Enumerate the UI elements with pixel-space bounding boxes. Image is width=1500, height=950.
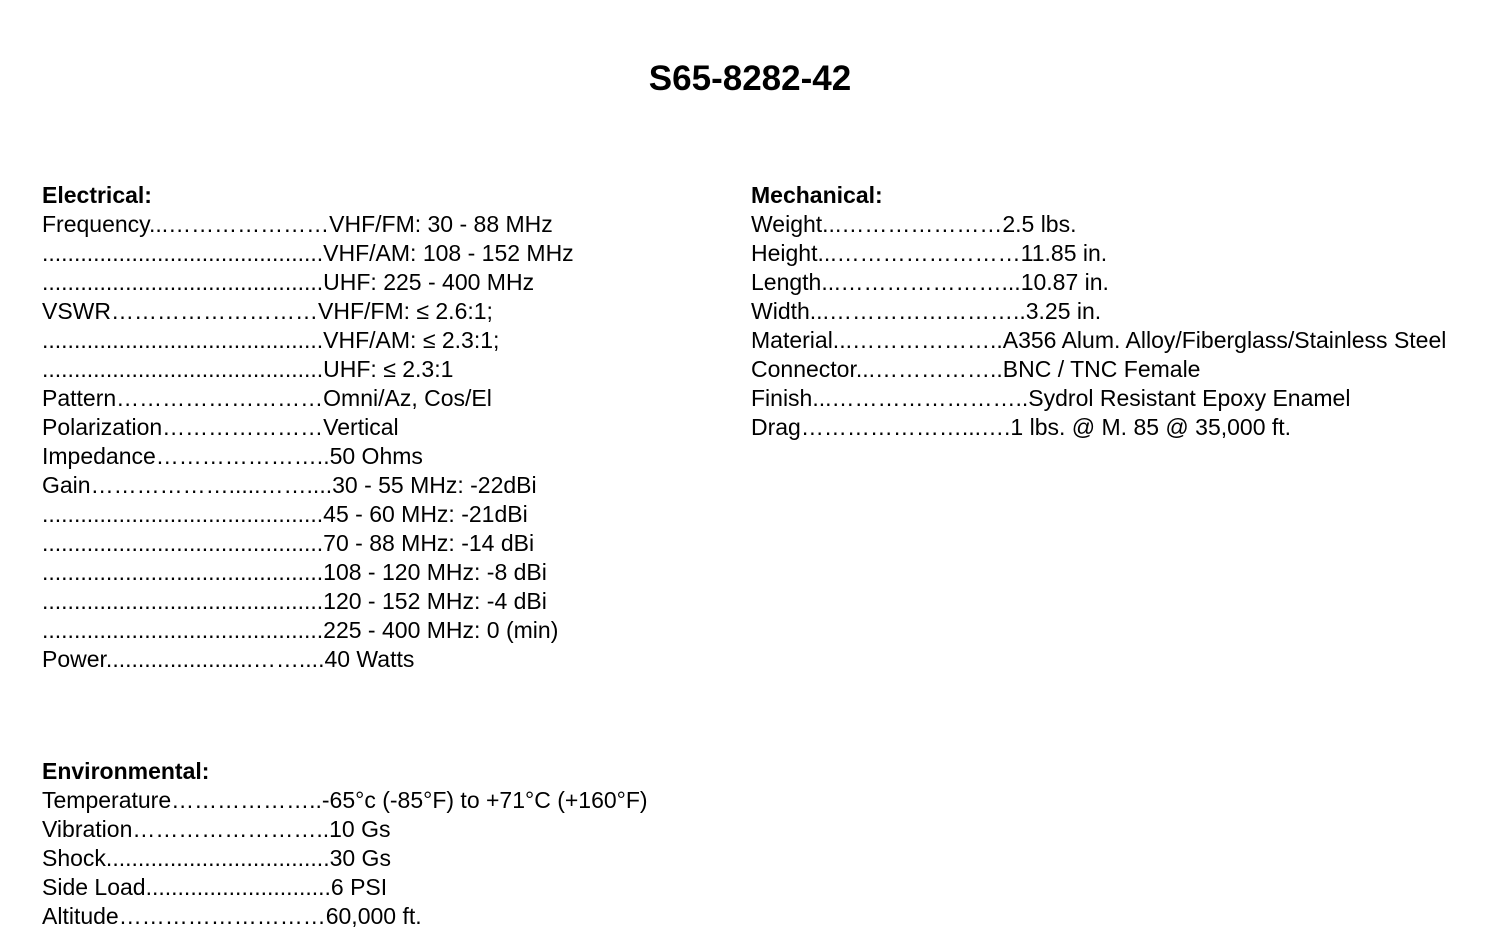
- spec-line: Altitude………………………60,000 ft.: [42, 903, 422, 929]
- spec-line: Material...………………..A356 Alum. Alloy/Fiberglass/Stainless Steel: [751, 327, 1447, 353]
- environmental-heading: Environmental:: [42, 758, 210, 784]
- spec-line: Finish...……………………..Sydrol Resistant Epoxy Enamel: [751, 385, 1351, 411]
- spec-line: Gain……………….....……....30 - 55 MHz: -22dBi: [42, 472, 537, 498]
- spec-line: ............................................120 - 152 MHz: -4 dBi: [42, 588, 547, 614]
- spec-line: Height...……………………11.85 in.: [751, 240, 1108, 266]
- spec-line: ............................................225 - 400 MHz: 0 (min): [42, 617, 559, 643]
- spec-line: Length...…………………...10.87 in.: [751, 269, 1109, 295]
- spec-line: Side Load.............................6 PSI: [42, 874, 388, 900]
- document-title: S65-8282-42: [648, 59, 852, 98]
- spec-line: Vibration……………………..10 Gs: [42, 816, 391, 842]
- spec-line: ............................................45 - 60 MHz: -21dBi: [42, 501, 528, 527]
- spec-line: Connector...……………..BNC / TNC Female: [751, 356, 1201, 382]
- spec-line: VSWR………………………VHF/FM: ≤ 2.6:1;: [42, 298, 493, 324]
- spec-line: Polarization…………………Vertical: [42, 414, 399, 440]
- spec-line: ............................................108 - 120 MHz: -8 dBi: [42, 559, 547, 585]
- environmental-section: [42, 757, 648, 931]
- spec-line: Frequency...…………………VHF/FM: 30 - 88 MHz: [42, 211, 553, 237]
- electrical-section: [42, 181, 574, 674]
- spec-line: ............................................UHF: 225 - 400 MHz: [42, 269, 535, 295]
- spec-line: ............................................UHF: ≤ 2.3:1: [42, 356, 454, 382]
- spec-line: Width...……………………..3.25 in.: [751, 298, 1102, 324]
- spec-line: Temperature………………..-65°c (-85°F) to +71°C (+160°F): [42, 787, 648, 813]
- spec-line: ............................................VHF/AM: 108 - 152 MHz: [42, 240, 574, 266]
- spec-line: Impedance…………………..50 Ohms: [42, 443, 423, 469]
- spec-line: ............................................VHF/AM: ≤ 2.3:1;: [42, 327, 500, 353]
- spec-line: Drag…………………...….1 lbs. @ M. 85 @ 35,000 ft.: [751, 414, 1292, 440]
- spec-line: ............................................70 - 88 MHz: -14 dBi: [42, 530, 535, 556]
- spec-line: Weight...…………………2.5 lbs.: [751, 211, 1077, 237]
- mechanical-section: [751, 181, 1446, 442]
- electrical-heading: Electrical:: [42, 182, 152, 208]
- mechanical-heading: Mechanical:: [751, 182, 883, 208]
- spec-line: Shock...................................30 Gs: [42, 845, 391, 871]
- spec-line: Pattern………………………Omni/Az, Cos/El: [42, 385, 492, 411]
- spec-line: Power.......................……....40 Watts: [42, 646, 415, 672]
